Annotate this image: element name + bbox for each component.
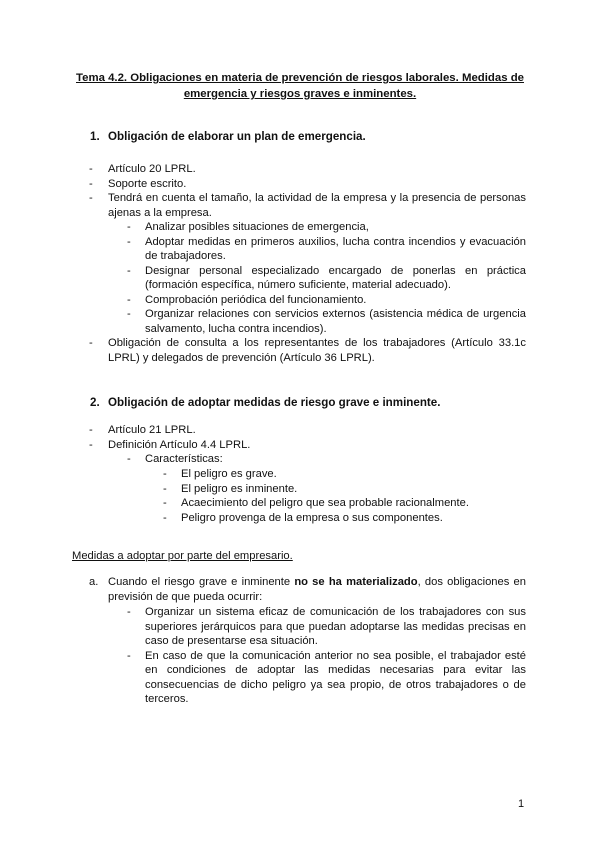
section-1-sublist (145, 220, 526, 336)
measure-a (89, 575, 526, 604)
list-item: - Características: (145, 452, 526, 467)
list-item: - En caso de que la comunicación anterior no sea posible, el trabajador esté en condiciones de adoptar las medidas necesarias para evitar las consecuencias de dicho peligro ya sea propio, de otros trabajadores o de terceros. (145, 649, 526, 707)
section-2-heading (90, 396, 440, 411)
list-item: - Acaecimiento del peligro que sea probable racionalmente. (181, 496, 526, 511)
list-item: - Definición Artículo 4.4 LPRL. (108, 438, 526, 453)
measure-a-text-start: Cuando el riesgo grave e inminente (108, 576, 295, 588)
page-number: 1 (518, 798, 525, 810)
list-item: - Tendrá en cuenta el tamaño, la actividad de la empresa y la presencia de personas ajenas a la empresa. (108, 191, 526, 220)
section-2-sublist (145, 452, 526, 467)
section-2-title: Obligación de adoptar medidas de riesgo grave e inminente. (108, 396, 441, 409)
list-item: - Artículo 20 LPRL. (108, 162, 526, 177)
measure-a-text-bold: no se ha materializado (294, 576, 418, 588)
section-1-title: Obligación de elaborar un plan de emergencia. (108, 130, 366, 143)
measure-a-marker: a. (89, 576, 99, 588)
list-item: - Peligro provenga de la empresa o sus componentes. (181, 511, 526, 526)
list-item: - Designar personal especializado encargado de ponerlas en práctica (formación específica, número suficiente, material adecuado). (145, 264, 526, 293)
list-item: - Soporte escrito. (108, 177, 526, 192)
measures-heading: Medidas a adoptar por parte del empresario. (72, 550, 293, 562)
list-item: - Artículo 21 LPRL. (108, 423, 526, 438)
section-1-number: 1. (90, 130, 100, 143)
list-item: - Obligación de consulta a los representantes de los trabajadores (Artículo 33.1c LPRL) y delegados de prevención (Artículo 36 LPRL). (108, 336, 526, 365)
list-item: - Organizar relaciones con servicios externos (asistencia médica de urgencia salvamento, lucha contra incendios). (145, 307, 526, 336)
section-2-list (108, 423, 526, 452)
characteristics-list (181, 467, 526, 525)
list-item: - Analizar posibles situaciones de emergencia, (145, 220, 526, 235)
page-title: Tema 4.2. Obligaciones en materia de prevención de riesgos laborales. Medidas de emergencia y riesgos graves e inminentes. (76, 72, 524, 100)
section-2-number: 2. (90, 396, 100, 409)
section-1-final-list (108, 336, 526, 365)
measure-a-text-end: , dos obligaciones en previsión de que pueda ocurrir: (108, 576, 526, 603)
list-item: - Organizar un sistema eficaz de comunicación de los trabajadores con sus superiores jerárquicos para que puedan adoptarse las medidas precisas en caso de presentarse esa situación. (145, 605, 526, 649)
measure-a-list (145, 605, 526, 707)
section-1-heading (90, 130, 366, 145)
list-item: - El peligro es grave. (181, 467, 526, 482)
list-item: - Comprobación periódica del funcionamiento. (145, 293, 526, 308)
list-item: - El peligro es inminente. (181, 482, 526, 497)
section-1-list (108, 162, 526, 220)
list-item: - Adoptar medidas en primeros auxilios, lucha contra incendios y evacuación de trabajadores. (145, 235, 526, 264)
